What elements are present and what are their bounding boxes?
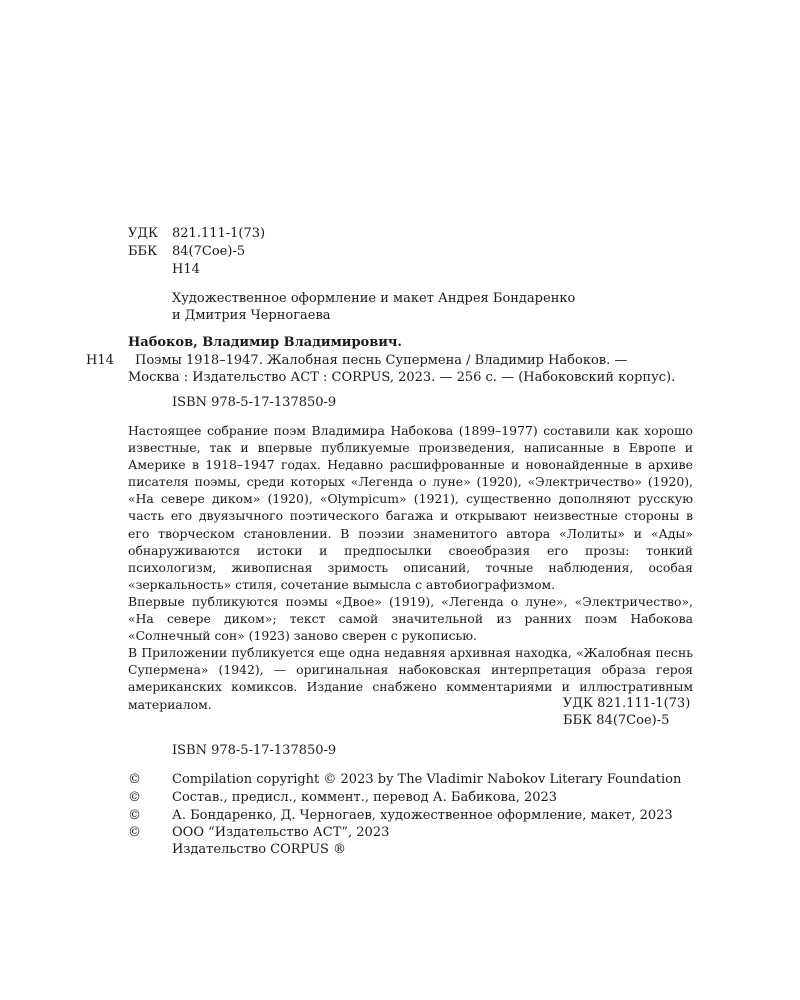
bbk-label: ББК <box>128 244 158 259</box>
bbk-right: ББК 84(7Сое)-5 <box>563 713 670 728</box>
copyright-symbol: © <box>128 790 141 805</box>
design-credit-line2: и Дмитрия Черногаева <box>172 308 331 323</box>
copyright-row <box>128 789 708 806</box>
author-mark-margin: Н14 <box>86 353 114 368</box>
copyright-symbol: © <box>128 772 141 787</box>
copyright-symbol: © <box>128 808 141 823</box>
copyright-text: Состав., предисл., коммент., перевод А. Бабикова, 2023 <box>172 790 558 805</box>
copyright-row <box>128 824 708 841</box>
copyright-row <box>128 807 708 824</box>
author-mark-top: Н14 <box>172 262 200 277</box>
design-credit-line1: Художественное оформление и макет Андрея Бондаренко <box>172 291 576 306</box>
title-line: Поэмы 1918–1947. Жалобная песнь Супермена / Владимир Набоков. — <box>135 353 628 368</box>
publisher-mark: Издательство CORPUS ® <box>172 842 347 857</box>
imprint-line: Москва : Издательство АСТ : CORPUS, 2023. — 256 с. — (Набоковский корпус). <box>128 370 676 385</box>
isbn-top: ISBN 978-5-17-137850-9 <box>172 395 337 410</box>
copyright-text: А. Бондаренко, Д. Черногаев, художественное оформление, макет, 2023 <box>172 808 673 823</box>
annotation-paragraph-3: В Приложении публикуется еще одна недавняя архивная находка, «Жалобная песнь Супермена» (1942), — оригинальная набоковская интерпретация образа героя американских комиксов. Издание снабжено комментариями и иллюстративным материалом. <box>128 645 693 712</box>
annotation-paragraph-1: Настоящее собрание поэм Владимира Набокова (1899–1977) составили как хорошо известные, так и впервые публикуемые произведения, написанные в Европе и Америке в 1918–1947 годах. Недавно расшифрованные и новонайденные в архиве писателя поэмы, среди которых «Легенда о луне» (1920), «Электричество» (1920), «На севере диком» (1920), «Olympicum» (1921), существенно дополняют русскую часть его двуязычного поэтического багажа и открывают неизвестные стороны в его творческом становлении. В поэзии знаменитого автора «Лолиты» и «Ады» обнаруживаются истоки и предпосылки своеобразия его прозы: тонкий психологизм, живописная зримость описаний, точные наблюдения, особая «зеркальность» стиля, сочетание вымысла с автобиографизмом. <box>128 423 693 592</box>
copyright-symbol: © <box>128 825 141 840</box>
copyright-text: Compilation copyright © 2023 by The Vladimir Nabokov Literary Foundation <box>172 772 682 787</box>
isbn-bottom: ISBN 978-5-17-137850-9 <box>172 743 337 758</box>
annotation <box>128 422 693 713</box>
copyright-text: ООО “Издательство АСТ”, 2023 <box>172 825 390 840</box>
udk-right: УДК 821.111-1(73) <box>563 696 691 711</box>
author-heading: Набоков, Владимир Владимирович. <box>128 335 402 350</box>
udk-value: 821.111-1(73) <box>172 226 266 241</box>
annotation-paragraph-2: Впервые публикуются поэмы «Двое» (1919), «Легенда о луне», «Электричество», «На севере диком»; текст самой значительной из ранних поэм Набокова «Солнечный сон» (1923) заново сверен с рукописью. <box>128 593 693 644</box>
copyright-row <box>128 771 708 788</box>
udk-label: УДК <box>128 226 159 241</box>
bbk-value: 84(7Сое)-5 <box>172 244 246 259</box>
